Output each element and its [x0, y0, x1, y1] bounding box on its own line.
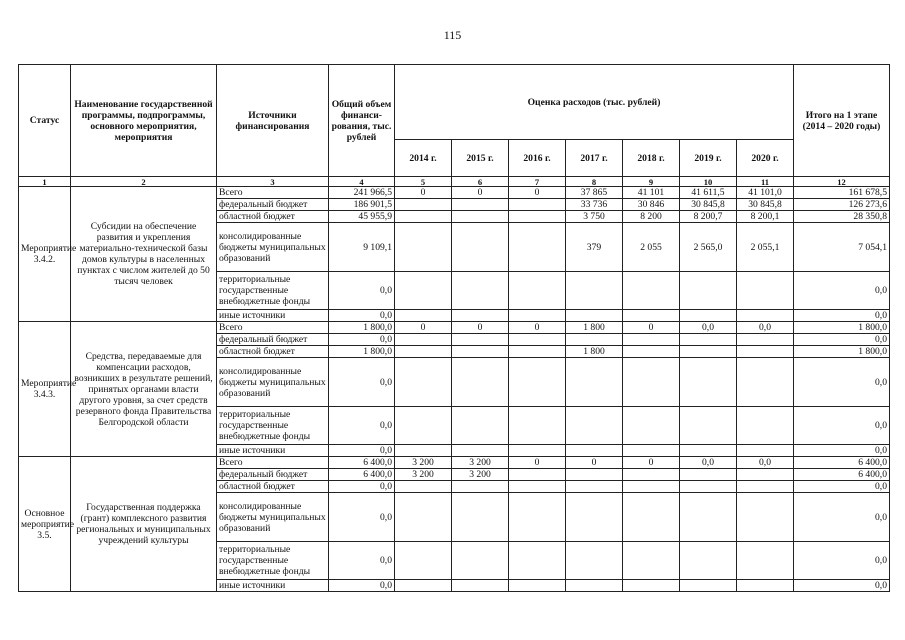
year-value-cell	[452, 481, 509, 493]
year-value-cell: 3 750	[566, 211, 623, 223]
year-value-cell	[566, 272, 623, 310]
year-value-cell	[395, 199, 452, 211]
year-value-cell	[623, 469, 680, 481]
page-number: 115	[443, 28, 462, 42]
year-value-cell	[452, 334, 509, 346]
year-value-cell	[623, 334, 680, 346]
year-value-cell	[395, 272, 452, 310]
year-value-cell	[395, 211, 452, 223]
year-value-cell	[737, 481, 794, 493]
year-value-cell	[452, 223, 509, 272]
year-value-cell	[395, 407, 452, 445]
year-value-cell	[452, 493, 509, 542]
year-value-cell: 0,0	[737, 322, 794, 334]
year-header: 2019 г.	[680, 140, 737, 177]
year-value-cell: 41 611,5	[680, 187, 737, 199]
total-volume-cell: 1 800,0	[329, 322, 395, 334]
year-value-cell	[737, 445, 794, 457]
table-row	[19, 322, 890, 334]
source-cell: консолидированные бюджеты муниципальных образований	[217, 223, 329, 272]
year-value-cell	[395, 542, 452, 580]
year-value-cell: 2 055,1	[737, 223, 794, 272]
column-number: 8	[566, 177, 623, 187]
year-value-cell	[680, 407, 737, 445]
column-number: 9	[623, 177, 680, 187]
year-header: 2016 г.	[509, 140, 566, 177]
year-value-cell: 3 200	[452, 469, 509, 481]
sources-header: Источники финансирования	[217, 65, 329, 177]
year-value-cell	[737, 272, 794, 310]
year-value-cell	[737, 358, 794, 407]
header-row	[19, 65, 890, 140]
column-number: 10	[680, 177, 737, 187]
stage-total-cell: 161 678,5	[794, 187, 890, 199]
stage-total-cell: 0,0	[794, 407, 890, 445]
year-value-cell	[680, 469, 737, 481]
year-value-cell	[509, 469, 566, 481]
stage-total-cell: 7 054,1	[794, 223, 890, 272]
year-value-cell: 0	[452, 187, 509, 199]
year-value-cell	[509, 199, 566, 211]
column-number: 12	[794, 177, 890, 187]
year-value-cell	[452, 445, 509, 457]
year-value-cell	[566, 445, 623, 457]
year-value-cell: 0	[566, 457, 623, 469]
name-cell: Государственная поддержка (грант) комплексного развития региональных и муниципальных учреждений культуры	[71, 457, 217, 592]
column-number: 6	[452, 177, 509, 187]
stage-total-cell: 28 350,8	[794, 211, 890, 223]
year-value-cell: 3 200	[395, 457, 452, 469]
year-value-cell: 37 865	[566, 187, 623, 199]
source-cell: Всего	[217, 322, 329, 334]
column-number: 11	[737, 177, 794, 187]
status-cell: Мероприятие 3.4.2.	[19, 187, 71, 322]
year-value-cell	[680, 310, 737, 322]
year-value-cell	[680, 445, 737, 457]
table-row	[19, 187, 890, 199]
source-cell: иные источники	[217, 310, 329, 322]
source-cell: федеральный бюджет	[217, 469, 329, 481]
year-value-cell: 2 055	[623, 223, 680, 272]
year-value-cell	[452, 346, 509, 358]
total-volume-cell: 6 400,0	[329, 469, 395, 481]
year-value-cell	[452, 272, 509, 310]
year-value-cell	[680, 580, 737, 592]
year-value-cell	[737, 310, 794, 322]
year-value-cell	[680, 542, 737, 580]
year-header: 2014 г.	[395, 140, 452, 177]
year-value-cell: 41 101,0	[737, 187, 794, 199]
year-value-cell	[452, 199, 509, 211]
name-cell: Субсидии на обеспечение развития и укрепления материально-технической базы домов культуры в населенных пунктах с числом жителей до 50 тысяч человек	[71, 187, 217, 322]
year-value-cell	[566, 542, 623, 580]
year-value-cell	[452, 310, 509, 322]
year-value-cell	[395, 223, 452, 272]
year-value-cell	[737, 542, 794, 580]
stage-total-cell: 126 273,6	[794, 199, 890, 211]
column-number: 7	[509, 177, 566, 187]
year-value-cell	[680, 346, 737, 358]
year-header: 2020 г.	[737, 140, 794, 177]
year-value-cell	[452, 407, 509, 445]
total-volume-cell: 1 800,0	[329, 346, 395, 358]
year-value-cell	[623, 358, 680, 407]
year-header: 2017 г.	[566, 140, 623, 177]
name-header: Наименование государственной программы, подпрограммы, основного мероприятия, мероприятия	[71, 65, 217, 177]
year-value-cell	[509, 493, 566, 542]
budget-table	[18, 64, 890, 592]
year-value-cell	[509, 211, 566, 223]
stage-total-cell: 0,0	[794, 481, 890, 493]
table-body	[19, 187, 890, 592]
year-value-cell	[566, 469, 623, 481]
year-value-cell	[452, 358, 509, 407]
source-cell: консолидированные бюджеты муниципальных образований	[217, 493, 329, 542]
year-value-cell: 3 200	[395, 469, 452, 481]
year-value-cell	[623, 310, 680, 322]
year-header: 2018 г.	[623, 140, 680, 177]
total-volume-cell: 0,0	[329, 358, 395, 407]
stage-total-cell: 0,0	[794, 272, 890, 310]
year-value-cell	[623, 481, 680, 493]
year-value-cell	[566, 358, 623, 407]
year-value-cell: 379	[566, 223, 623, 272]
year-value-cell	[566, 580, 623, 592]
stage-total-cell: 6 400,0	[794, 457, 890, 469]
source-cell: областной бюджет	[217, 211, 329, 223]
year-value-cell: 8 200,7	[680, 211, 737, 223]
year-value-cell: 0	[623, 457, 680, 469]
total-volume-cell: 0,0	[329, 407, 395, 445]
year-value-cell	[680, 334, 737, 346]
year-value-cell: 0,0	[737, 457, 794, 469]
year-value-cell: 30 845,8	[680, 199, 737, 211]
year-value-cell: 1 800	[566, 322, 623, 334]
estimate-header: Оценка расходов (тыс. рублей)	[395, 65, 794, 140]
stage-total-cell: 0,0	[794, 493, 890, 542]
year-value-cell	[623, 580, 680, 592]
year-value-cell	[623, 407, 680, 445]
total-volume-header: Общий объем финанси-рования, тыс. рублей	[329, 65, 395, 177]
year-value-cell: 0	[623, 322, 680, 334]
year-value-cell	[680, 493, 737, 542]
source-cell: областной бюджет	[217, 481, 329, 493]
year-value-cell: 8 200,1	[737, 211, 794, 223]
column-number: 4	[329, 177, 395, 187]
year-value-cell	[509, 223, 566, 272]
year-value-cell	[566, 310, 623, 322]
status-cell: Мероприятие 3.4.3.	[19, 322, 71, 457]
year-value-cell: 33 736	[566, 199, 623, 211]
year-value-cell	[737, 580, 794, 592]
year-value-cell	[680, 272, 737, 310]
source-cell: Всего	[217, 187, 329, 199]
column-number: 1	[19, 177, 71, 187]
year-value-cell	[566, 334, 623, 346]
year-value-cell	[623, 493, 680, 542]
year-header: 2015 г.	[452, 140, 509, 177]
year-value-cell	[566, 481, 623, 493]
total-volume-cell: 45 955,9	[329, 211, 395, 223]
year-value-cell	[509, 358, 566, 407]
year-value-cell	[737, 469, 794, 481]
year-value-cell	[737, 407, 794, 445]
total-volume-cell: 186 901,5	[329, 199, 395, 211]
year-value-cell	[395, 346, 452, 358]
year-value-cell	[452, 580, 509, 592]
year-value-cell: 3 200	[452, 457, 509, 469]
source-cell: областной бюджет	[217, 346, 329, 358]
year-value-cell	[623, 445, 680, 457]
year-value-cell	[509, 481, 566, 493]
source-cell: территориальные государственные внебюджетные фонды	[217, 407, 329, 445]
stage-total-cell: 0,0	[794, 358, 890, 407]
year-value-cell	[623, 542, 680, 580]
total-volume-cell: 6 400,0	[329, 457, 395, 469]
column-numbers-row	[19, 177, 890, 187]
total-volume-cell: 0,0	[329, 272, 395, 310]
year-value-cell: 0	[395, 322, 452, 334]
total-volume-cell: 0,0	[329, 445, 395, 457]
year-value-cell: 2 565,0	[680, 223, 737, 272]
source-cell: территориальные государственные внебюджетные фонды	[217, 272, 329, 310]
stage-total-cell: 0,0	[794, 310, 890, 322]
year-value-cell	[737, 493, 794, 542]
year-value-cell	[395, 334, 452, 346]
column-number: 3	[217, 177, 329, 187]
year-value-cell: 1 800	[566, 346, 623, 358]
source-cell: федеральный бюджет	[217, 334, 329, 346]
stage-total-header: Итого на 1 этапе (2014 – 2020 годы)	[794, 65, 890, 177]
column-number: 2	[71, 177, 217, 187]
stage-total-cell: 1 800,0	[794, 322, 890, 334]
year-value-cell: 0	[509, 322, 566, 334]
year-value-cell	[680, 481, 737, 493]
year-value-cell	[623, 346, 680, 358]
year-value-cell	[509, 542, 566, 580]
year-value-cell	[509, 334, 566, 346]
total-volume-cell: 9 109,1	[329, 223, 395, 272]
year-value-cell: 30 846	[623, 199, 680, 211]
source-cell: иные источники	[217, 580, 329, 592]
source-cell: федеральный бюджет	[217, 199, 329, 211]
year-value-cell: 0,0	[680, 457, 737, 469]
stage-total-cell: 0,0	[794, 580, 890, 592]
total-volume-cell: 0,0	[329, 334, 395, 346]
year-value-cell	[737, 346, 794, 358]
stage-total-cell: 0,0	[794, 542, 890, 580]
year-value-cell	[509, 580, 566, 592]
year-value-cell	[509, 407, 566, 445]
year-value-cell	[395, 493, 452, 542]
status-cell: Основное мероприятие 3.5.	[19, 457, 71, 592]
year-value-cell	[566, 493, 623, 542]
year-value-cell	[509, 310, 566, 322]
source-cell: территориальные государственные внебюджетные фонды	[217, 542, 329, 580]
source-cell: иные источники	[217, 445, 329, 457]
year-value-cell: 0	[509, 457, 566, 469]
year-value-cell	[623, 272, 680, 310]
total-volume-cell: 0,0	[329, 542, 395, 580]
status-header: Статус	[19, 65, 71, 177]
year-value-cell	[566, 407, 623, 445]
year-value-cell	[509, 445, 566, 457]
year-value-cell	[452, 542, 509, 580]
year-value-cell: 8 200	[623, 211, 680, 223]
year-value-cell	[680, 358, 737, 407]
year-value-cell	[395, 580, 452, 592]
stage-total-cell: 1 800,0	[794, 346, 890, 358]
name-cell: Средства, передаваемые для компенсации расходов, возникших в результате решений, принятых органами власти другого уровня, за счет средств резервного фонда Правительства Белгородской области	[71, 322, 217, 457]
total-volume-cell: 241 966,5	[329, 187, 395, 199]
year-value-cell: 0,0	[680, 322, 737, 334]
source-cell: консолидированные бюджеты муниципальных образований	[217, 358, 329, 407]
total-volume-cell: 0,0	[329, 493, 395, 542]
table-row	[19, 457, 890, 469]
year-value-cell	[395, 445, 452, 457]
source-cell: Всего	[217, 457, 329, 469]
year-value-cell	[737, 334, 794, 346]
year-value-cell	[509, 346, 566, 358]
total-volume-cell: 0,0	[329, 481, 395, 493]
stage-total-cell: 0,0	[794, 445, 890, 457]
year-value-cell	[395, 310, 452, 322]
year-value-cell: 30 845,8	[737, 199, 794, 211]
year-value-cell: 41 101	[623, 187, 680, 199]
stage-total-cell: 0,0	[794, 334, 890, 346]
year-value-cell: 0	[452, 322, 509, 334]
year-value-cell	[509, 272, 566, 310]
year-value-cell	[452, 211, 509, 223]
column-number: 5	[395, 177, 452, 187]
year-value-cell: 0	[395, 187, 452, 199]
stage-total-cell: 6 400,0	[794, 469, 890, 481]
year-value-cell: 0	[509, 187, 566, 199]
total-volume-cell: 0,0	[329, 310, 395, 322]
year-value-cell	[395, 358, 452, 407]
year-value-cell	[395, 481, 452, 493]
total-volume-cell: 0,0	[329, 580, 395, 592]
